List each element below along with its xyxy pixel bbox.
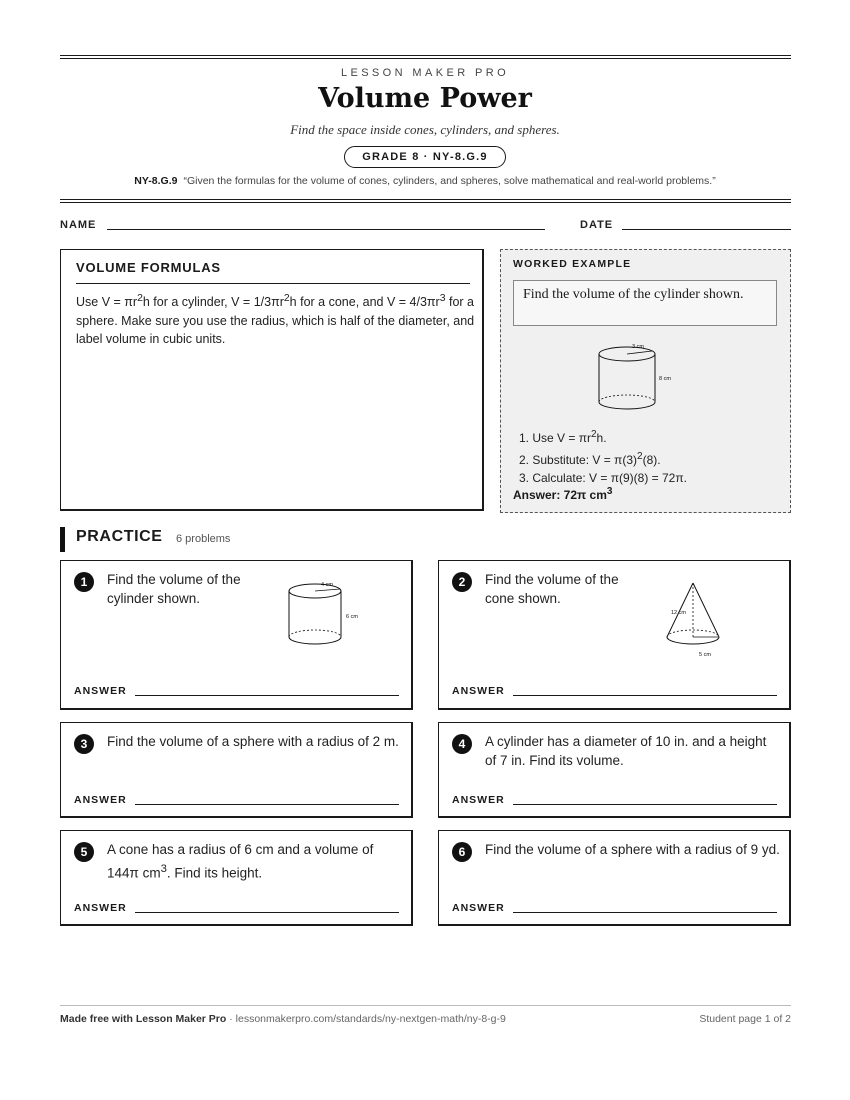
answer-label-3: ANSWER xyxy=(74,794,127,806)
cylinder-radius-line xyxy=(627,351,652,354)
cylinder-height-label: 8 cm xyxy=(659,376,671,382)
answer-label-1: ANSWER xyxy=(74,685,127,697)
worked-example-steps xyxy=(519,426,687,488)
standard-text: “Given the formulas for the volume of cones, cylinders, and spheres, solve mathematical and real-world problems.” xyxy=(183,175,716,187)
footer-divider xyxy=(60,1005,791,1006)
cylinder-bottom-front xyxy=(599,402,655,409)
worked-example-panel xyxy=(500,249,791,513)
header-double-rule-2 xyxy=(60,202,791,203)
date-label: DATE xyxy=(580,219,614,231)
problem-text-3: Find the volume of a sphere with a radius of 2 m. xyxy=(107,734,399,749)
grade-badge: GRADE 8 · NY-8.G.9 xyxy=(344,146,506,168)
answer-label-5: ANSWER xyxy=(74,902,127,914)
formulas-heading: VOLUME FORMULAS xyxy=(76,260,221,275)
name-field[interactable] xyxy=(107,229,545,230)
problem-number-6: 6 xyxy=(452,842,472,862)
brand-name: LESSON MAKER PRO xyxy=(340,67,510,79)
problem-card-5 xyxy=(60,830,413,926)
answer-field-5[interactable] xyxy=(135,912,399,913)
footer-page-number: Student page 1 of 2 xyxy=(699,1013,791,1025)
problem-card-1 xyxy=(60,560,413,710)
problem-card-6 xyxy=(438,830,791,926)
problem-text-5: A cone has a radius of 6 cm and a volume of 144π $cm^3$. Find its height. xyxy=(107,842,374,880)
cylinder-radius-label: 3 cm xyxy=(632,344,644,350)
problem-text-4: A cylinder has a diameter of 10 in. and a height of 7 in. Find its volume. xyxy=(485,734,767,768)
footer-made-with: Made free with Lesson Maker Pro xyxy=(60,1013,227,1025)
page-subtitle: Find the space inside cones, cylinders, and spheres. xyxy=(290,122,560,137)
problem-1-radius-label: 4 cm xyxy=(321,582,333,588)
practice-heading: PRACTICE xyxy=(76,528,163,545)
problem-number-1: 1 xyxy=(74,572,94,592)
problem-1-height-label: 6 cm xyxy=(346,614,358,620)
worked-example-heading: WORKED EXAMPLE xyxy=(513,258,632,270)
formulas-divider xyxy=(76,283,470,284)
problem-text-6: Find the volume of a sphere with a radius of 9 yd. xyxy=(485,842,780,857)
problem-number-4: 4 xyxy=(452,734,472,754)
problem-text-2: Find the volume of the cone shown. xyxy=(485,572,619,606)
answer-label-4: ANSWER xyxy=(452,794,505,806)
answer-field-1[interactable] xyxy=(135,695,399,696)
answer-field-3[interactable] xyxy=(135,804,399,805)
problem-card-4 xyxy=(438,722,791,818)
answer-label-6: ANSWER xyxy=(452,902,505,914)
top-double-rule-1 xyxy=(60,55,791,56)
name-label: NAME xyxy=(60,219,97,231)
problem-card-2 xyxy=(438,560,791,710)
worked-step-1: 1. Use $V = \pi r^2h$. xyxy=(519,429,607,445)
problem-1-cylinder-diagram xyxy=(287,579,387,659)
formulas-text: Use $V = \pi r^2h$ for a cylinder, $V = 1/3\pi r^2h$ for a cone, and $V = 4/3\pi r^3$ for a sphere. Make sure you use the radius, which is half of the diameter, and label volume in cubic units. xyxy=(76,293,475,347)
worked-example-question: Find the volume of the cylinder shown. xyxy=(513,280,777,326)
worked-step-2: 2. Substitute: $V = \pi(3)^2(8)$. xyxy=(519,450,661,467)
answer-field-4[interactable] xyxy=(513,804,777,805)
page-title: Volume Power xyxy=(318,83,532,114)
answer-label-2: ANSWER xyxy=(452,685,505,697)
header-double-rule-1 xyxy=(60,199,791,200)
practice-accent-bar xyxy=(60,527,65,552)
problem-2-cone-diagram xyxy=(661,579,761,669)
top-double-rule-2 xyxy=(60,58,791,59)
standard-line xyxy=(0,175,850,187)
answer-field-2[interactable] xyxy=(513,695,777,696)
worked-cylinder-diagram xyxy=(596,342,696,422)
worked-example-answer: Answer: 72π $cm^3$ xyxy=(513,486,613,502)
date-field[interactable] xyxy=(622,229,791,230)
footer-credit xyxy=(60,1013,506,1025)
answer-field-6[interactable] xyxy=(513,912,777,913)
worked-step-3: 3. Calculate: V = π(9)(8) = 72π. xyxy=(519,471,687,485)
problem-text-1: Find the volume of the cylinder shown. xyxy=(107,572,241,606)
volume-formulas-panel xyxy=(60,249,484,511)
cylinder-bottom-back xyxy=(599,395,655,402)
problem-number-3: 3 xyxy=(74,734,94,754)
standard-code: NY-8.G.9 xyxy=(134,175,178,187)
problem-2-height-label: 12 cm xyxy=(671,610,686,616)
problem-number-5: 5 xyxy=(74,842,94,862)
problem-2-radius-label: 5 cm xyxy=(699,652,711,658)
footer-url[interactable]: · lessonmakerpro.com/standards/ny-nextgen-math/ny-8-g-9 xyxy=(226,1013,506,1025)
practice-count: 6 problems xyxy=(176,533,231,545)
problem-number-2: 2 xyxy=(452,572,472,592)
problem-card-3 xyxy=(60,722,413,818)
